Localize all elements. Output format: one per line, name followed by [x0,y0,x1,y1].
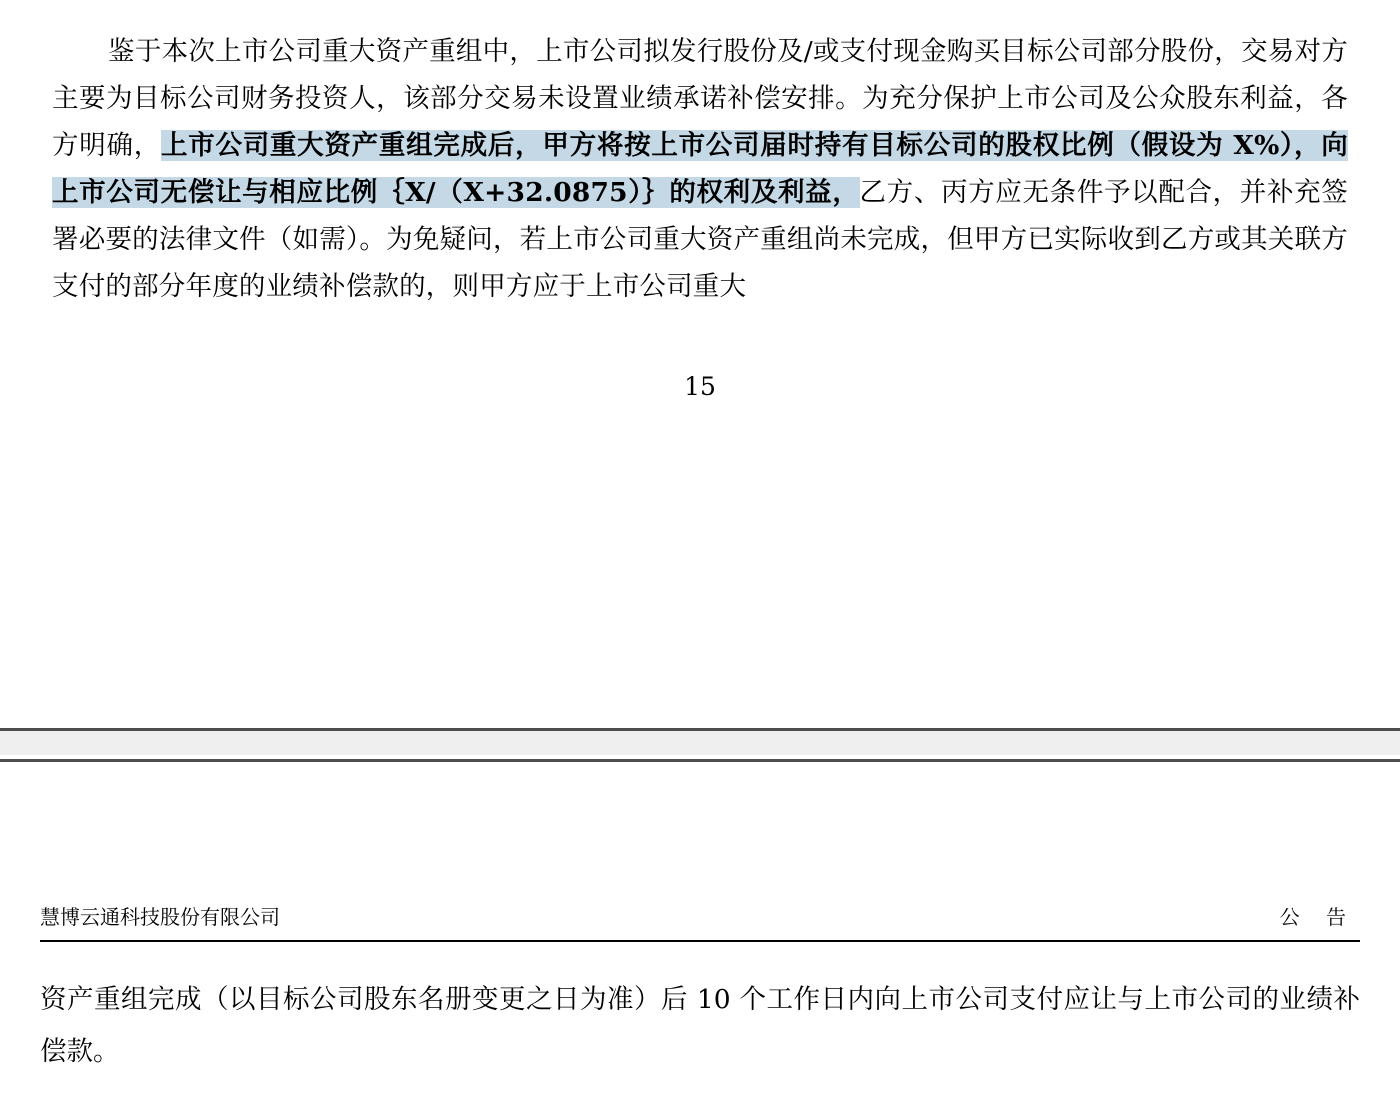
paragraph-segment-2-highlighted: 上市公司重大资产重组完成后，甲方将按上市公司届时持有目标公司的股权比例（假设为 X%），向上市公司无偿让与相应比例｛X/（X+32.0875）｝的权利及利益， [52,130,1348,208]
main-paragraph [52,28,1348,310]
page-15-content [0,0,1400,402]
paragraph-segment-1: 鉴于本次上市公司重大资产重组中，上市公司拟发行股份及/或支付现金购买目标公司部分股份，交易对方主要为目标公司财务投资人，该部分交易未设置业绩承诺补偿安排。为充分保护上市公司及公众股东利益，各方明确， [52,36,1348,161]
continued-paragraph: 资产重组完成（以目标公司股东名册变更之日为准）后 10 个工作日内向上市公司支付应让与上市公司的业绩补偿款。 [40,984,1360,1067]
separator-bottom-rule [0,759,1400,762]
separator-band [0,731,1400,755]
page-break-separator [0,728,1400,762]
running-header-doctype: 公 告 [1279,905,1356,929]
paragraph-segment-3: 乙方、丙方应无条件予以配合，并补充签署必要的法律文件（如需）。为免疑问，若上市公司重大资产重组尚未完成，但甲方已实际收到乙方或其关联方支付的部分年度的业绩补偿款的，则甲方应于上市公司重大 [52,177,1348,302]
running-header [40,901,1360,930]
page-number: 15 [684,372,716,401]
running-header-rule [40,940,1360,942]
running-header-company: 慧博云通科技股份有限公司 [40,905,280,929]
